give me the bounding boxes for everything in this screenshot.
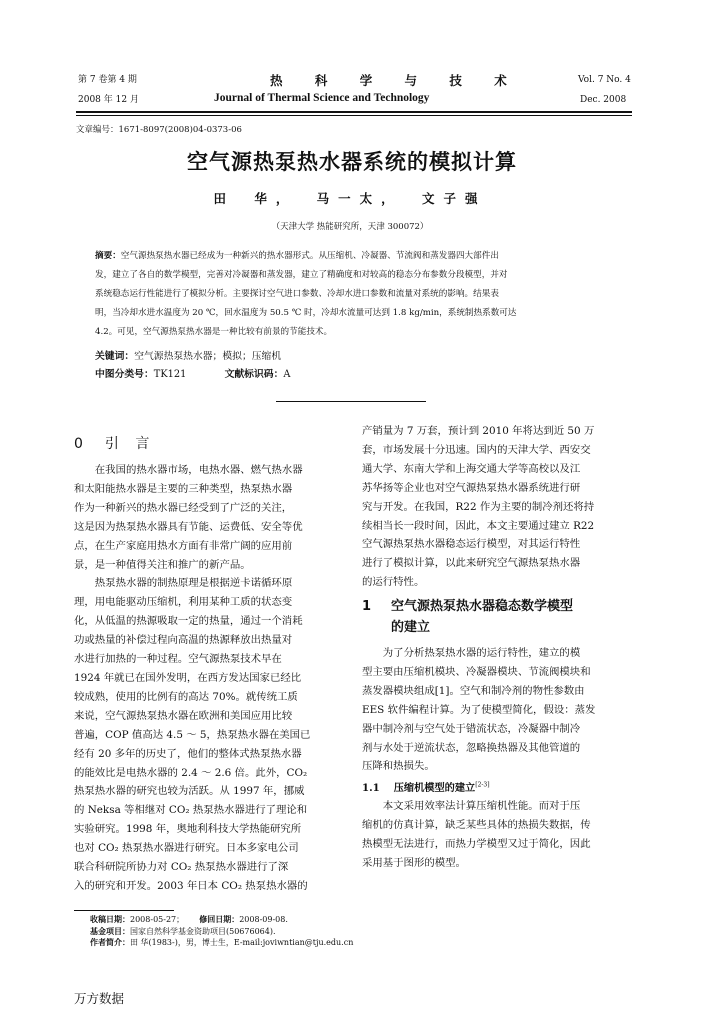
section-1-1-number: 1.1 (362, 782, 380, 794)
clc-value: TK121 (153, 369, 187, 380)
text-line: 1924 年就已在国外发明，在西方发达国家已经比 (74, 671, 302, 684)
authors: 田 华， 马一太， 文子强 (213, 191, 487, 206)
text-line: 景，是一种值得关注和推广的新产品。 (74, 558, 251, 571)
article-number: 文章编号：1671-8097(2008)04-0373-06 (76, 125, 242, 135)
revised-label: 修回日期： (199, 914, 240, 924)
received-label: 收稿日期： (90, 914, 130, 924)
header-date-en: Dec. 2008 (580, 95, 627, 105)
keywords-text: 空气源热泵热水器；模拟；压缩机 (134, 351, 282, 362)
footnote-dates (90, 914, 630, 926)
revised-date: 2008-09-08. (239, 915, 288, 924)
fund-label: 基金项目： (90, 925, 130, 936)
received-date: 2008-05-27； (130, 915, 185, 924)
paper-title: 空气源热泵热水器系统的模拟计算 (187, 150, 517, 174)
abstract (95, 247, 613, 342)
section-1-title-line2: 的建立 (391, 620, 431, 635)
text-line: 采用基于图形的模型。 (362, 856, 466, 869)
text-line: 套，市场发展十分迅速。国内的天津大学、西安交 (362, 443, 591, 456)
left-column (74, 461, 344, 896)
fund-text: 国家自然科学基金资助项目(50676064). (130, 926, 276, 936)
affiliation: （天津大学 热能研究所，天津 300072） (271, 222, 429, 232)
footnote (90, 914, 630, 949)
right-paragraph-2 (362, 644, 630, 776)
text-line: 和太阳能热水器是主要的三种类型，热泵热水器 (74, 482, 293, 495)
text-line: 蒸发器模块组成[1]。空气和制冷剂的物性参数由 (362, 684, 585, 697)
right-column-2 (362, 644, 630, 776)
text-line: 器中制冷剂与空气处于错流状态，冷凝器中制冷 (362, 722, 581, 735)
keywords-label: 关键词： (95, 351, 135, 362)
abstract-line: 系统稳态运行性能进行了模拟分析。主要探讨空气进口参数、冷却水进口参数和流量对系统的影响。结果表 (95, 289, 499, 299)
text-line: 本文采用效率法计算压缩机性能。而对于压 (382, 800, 581, 812)
abstract-line: 4.2。可见，空气源热泵热水器是一种比较有前景的节能技术。 (95, 327, 333, 337)
right-paragraph-3 (362, 797, 630, 873)
text-line: 缩机的仿真计算，缺乏某些具体的热损失数据，传 (362, 818, 591, 831)
text-line: 产销量为 7 万套，预计到 2010 年将达到近 50 万 (362, 425, 595, 437)
text-line: 来说，空气源热泵热水器在欧洲和美国应用比较 (74, 709, 293, 722)
text-line: 通大学、东南大学和上海交通大学等高校以及江 (362, 462, 581, 475)
text-line: 热泵热水器的制热原理是根据逆卡诺循环原 (94, 577, 293, 590)
header-volume-en: Vol. 7 No. 4 (578, 75, 631, 85)
left-paragraph-2 (74, 574, 344, 895)
abstract-line: 明，当冷却水进水温度为 20 ℃，回水温度为 50.5 ℃ 时，冷却水流量可达到 1.8 kg/min，系统制热系数可达 (95, 308, 517, 318)
abstract-label: 摘要： (95, 251, 121, 261)
section-1-title-line1: 空气源热泵热水器稳态数学模型 (391, 599, 574, 614)
section-1-1-ref: [2-3] (475, 781, 490, 789)
right-column (362, 422, 630, 592)
text-line: EES 软件编程计算。为了使模型简化，假设：蒸发 (362, 703, 596, 716)
text-line: 的运行特性。 (362, 576, 425, 589)
text-line: 实验研究。1998 年，奥地利科技大学热能研究所 (74, 823, 302, 836)
journal-title-en: Journal of Thermal Science and Technology (214, 92, 430, 104)
text-line: 究与开发。在我国，R22 作为主要的制冷剂还将持 (362, 500, 595, 513)
header-rule-thin (76, 115, 632, 116)
text-line: 化，从低温的热源吸取一定的热量，通过一个消耗 (74, 615, 303, 628)
classification (95, 365, 290, 384)
right-column-3 (362, 797, 630, 873)
abstract-line: 空气源热泵热水器已经成为一种新兴的热水器形式。从压缩机、冷凝器、节流阀和蒸发器四大部件出 (120, 251, 499, 261)
text-line: 剂与水处于逆流状态，忽略换热器及其他管道的 (362, 741, 581, 754)
text-line: 入的研究和开发。2003 年日本 CO₂ 热泵热水器的 (74, 879, 308, 892)
footnote-rule (74, 910, 174, 911)
text-line: 在我国的热水器市场，电热水器、燃气热水器 (94, 464, 303, 476)
text-line: 空气源热泵热水器稳态运行模型，对其运行特性 (362, 538, 581, 551)
text-line: 热泵热水器的研究也较为活跃。从 1997 年，挪威 (74, 785, 305, 798)
text-line: 作为一种新兴的热水器已经受到了广泛的关注， (74, 501, 293, 514)
text-line: 功或热量的补偿过程向高温的热源释放出热量对 (74, 634, 293, 647)
author-bio-label: 作者简介： (90, 937, 130, 947)
doc-code-value: A (283, 369, 291, 380)
text-line: 水进行加热的一种过程。空气源热泵技术早在 (74, 653, 282, 666)
section-0-heading (74, 433, 155, 453)
doc-code-label: 文献标识码： (224, 369, 284, 380)
header-date-cn: 2008 年 12 月 (78, 95, 139, 105)
section-1-heading (362, 596, 630, 638)
text-line: 为了分析热泵热水器的运行特性，建立的模 (382, 647, 581, 659)
text-line: 进行了模拟计算，以此来研究空气源热泵热水器 (362, 557, 581, 570)
text-line: 较成熟，使用的比例有的高达 70%。就传统工质 (74, 690, 298, 703)
header-volume-cn: 第 7 卷第 4 期 (78, 75, 137, 85)
right-paragraph-1 (362, 422, 630, 592)
text-line: 热模型无法进行，而热力学模型又过于简化，因此 (362, 837, 591, 850)
section-1-1-heading (362, 779, 490, 794)
footnote-fund (90, 926, 630, 938)
section-0-number: 0 (74, 436, 83, 452)
text-line: 经有 20 多年的历史了，他们的整体式热泵热水器 (74, 747, 302, 760)
text-line: 理，用电能驱动压缩机，利用某种工质的状态变 (74, 596, 293, 609)
abstract-divider (276, 401, 426, 402)
header-rule-thick (76, 111, 632, 113)
text-line: 压降和热损失。 (362, 760, 435, 773)
watermark: 万方数据 (74, 991, 125, 1006)
journal-title-cn: 热 科 学 与 技 术 (270, 73, 521, 88)
section-1-1-title: 压缩机模型的建立 (393, 782, 476, 794)
text-line: 点，在生产家庭用热水方面有非常广阔的应用前 (74, 539, 293, 552)
clc-label: 中图分类号： (95, 369, 154, 380)
section-0-title: 引 言 (104, 436, 156, 452)
text-line: 也对 CO₂ 热泵热水器进行研究。日本多家电公司 (74, 842, 299, 855)
text-line: 苏华扬等企业也对空气源热泵热水器系统进行研 (362, 481, 581, 494)
text-line: 普遍，COP 值高达 4.5 ～ 5，热泵热水器在美国已 (74, 728, 311, 741)
keywords (95, 347, 281, 366)
text-line: 的 Neksa 等相继对 CO₂ 热泵热水器进行了理论和 (74, 804, 308, 817)
section-1-number: 1 (362, 599, 372, 614)
text-line: 的能效比是电热水器的 2.4 ～ 2.6 倍。此外，CO₂ (74, 766, 308, 779)
text-line: 型主要由压缩机模块、冷凝器模块、节流阀模块和 (362, 665, 591, 678)
footnote-author (90, 937, 630, 949)
text-line: 续相当长一段时间，因此，本文主要通过建立 R22 (362, 519, 595, 532)
left-paragraph-1 (74, 461, 344, 574)
abstract-line: 发，建立了各自的数学模型，完善对冷凝器和蒸发器，建立了精确度和对较高的稳态分布参数分段模型，并对 (95, 270, 508, 280)
author-bio-text: 田 华(1983-)，男，博士生，E-mail:joviwntian@tju.edu.cn (130, 938, 354, 947)
text-line: 这是因为热泵热水器具有节能、运费低、安全等优 (74, 520, 303, 533)
text-line: 联合科研院所协力对 CO₂ 热泵热水器进行了深 (74, 861, 289, 874)
